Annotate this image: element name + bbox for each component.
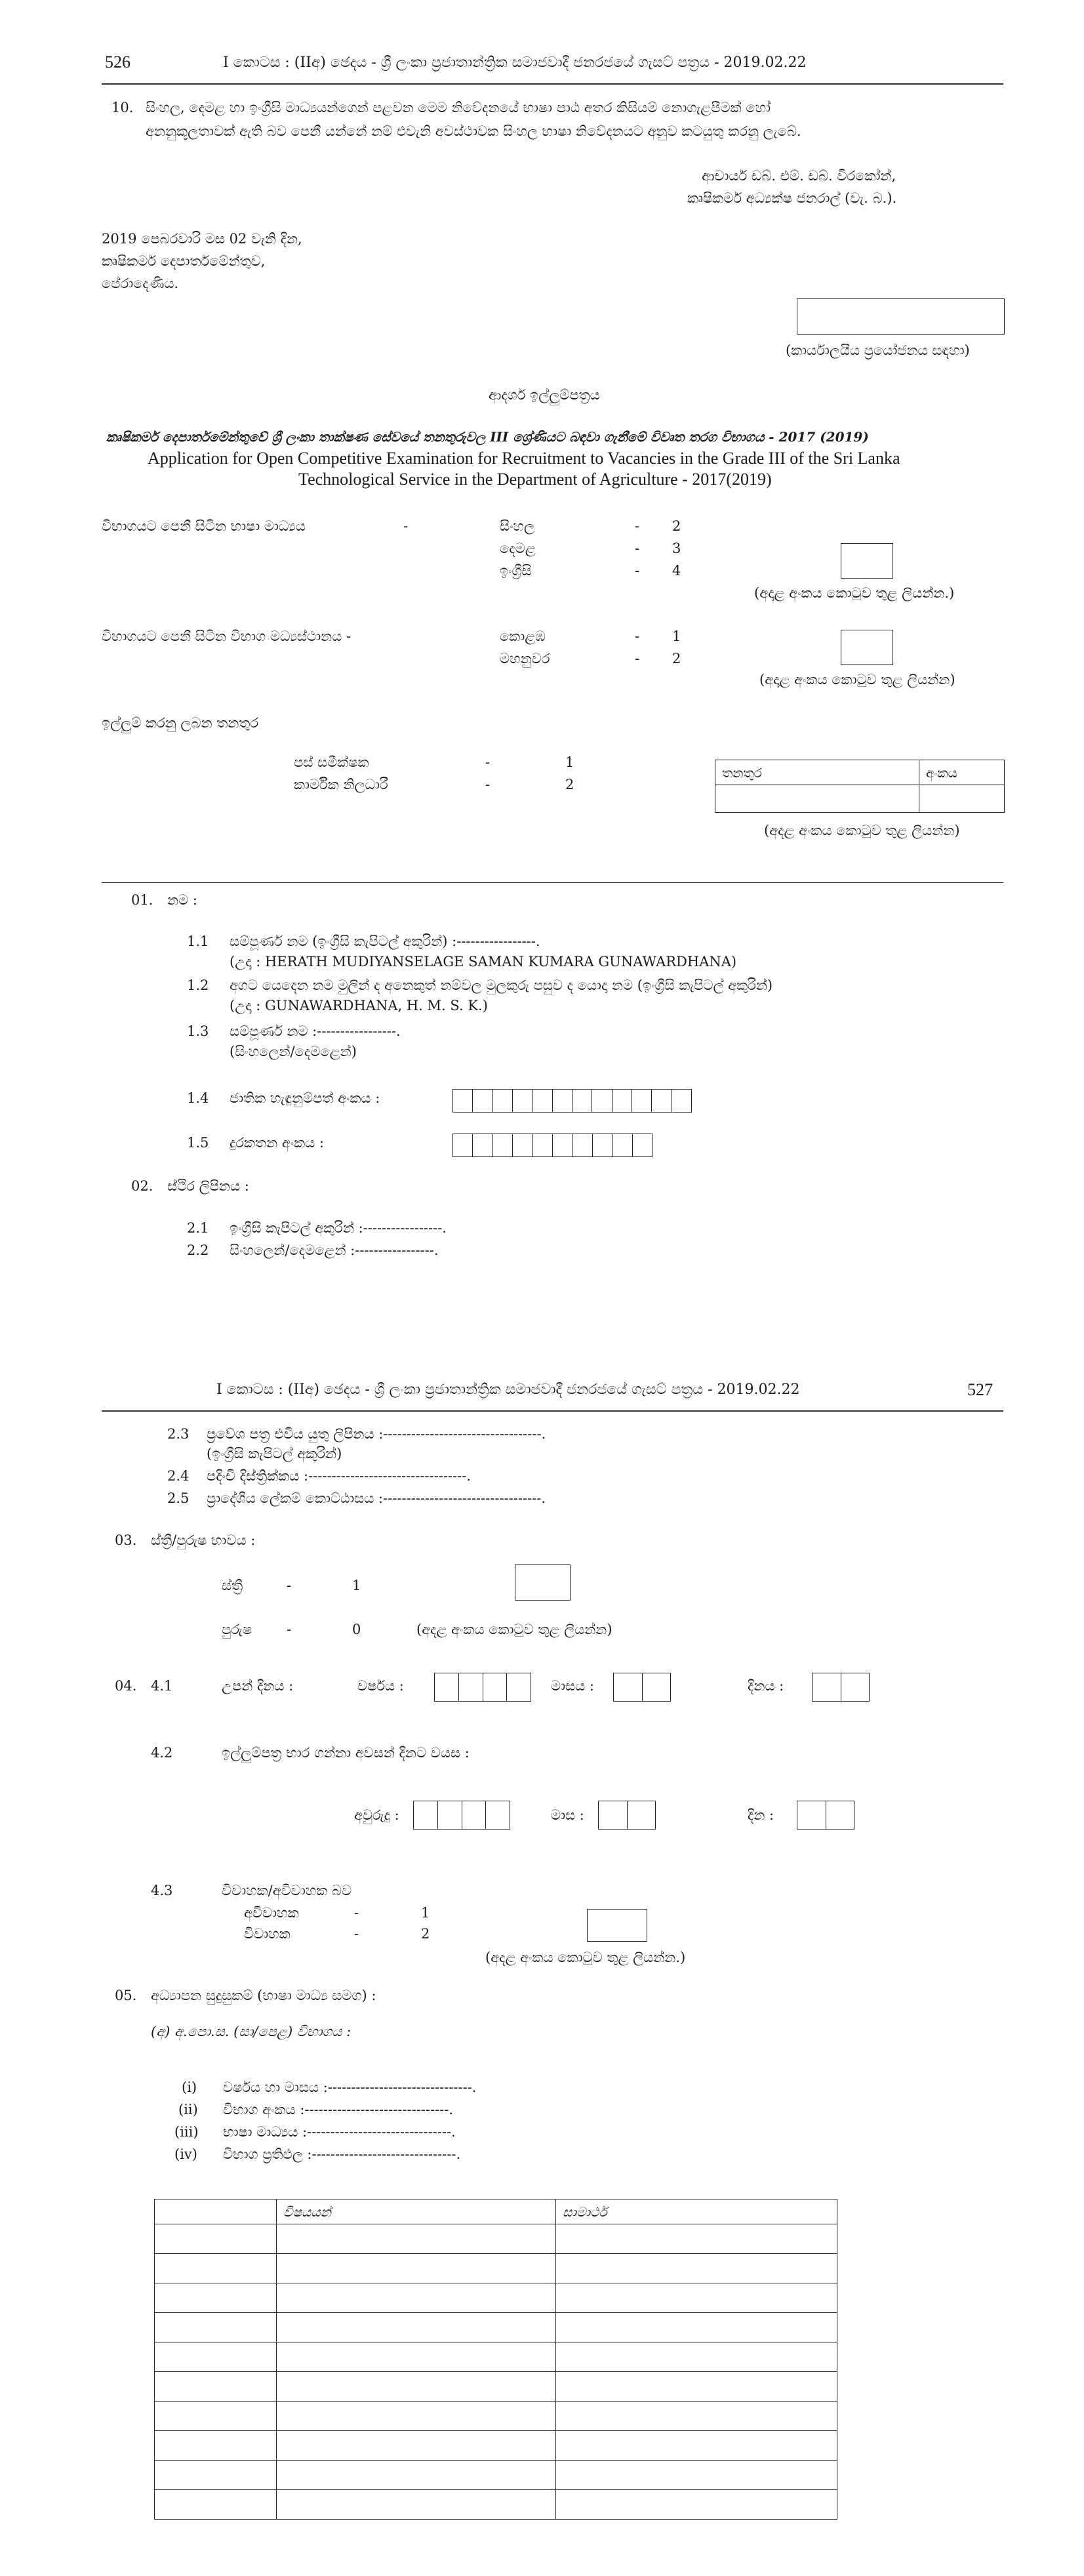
option-name: අවිවාහක: [244, 1905, 299, 1921]
language-code-box[interactable]: [841, 543, 893, 579]
exam-year-month-field[interactable]: වර්ෂය හා මාසය :-------------------------------.: [223, 2079, 477, 2095]
results-entry-cell[interactable]: [155, 2283, 277, 2313]
exam-number-field[interactable]: විභාග අංකය :-------------------------------.: [223, 2102, 454, 2117]
item-number: 1.2: [187, 977, 209, 993]
district-field[interactable]: පදිංචි දිස්ත්‍රික්කය :----------------------------------.: [207, 1468, 472, 1484]
age-years-boxes[interactable]: [413, 1801, 510, 1830]
age-months-boxes[interactable]: [598, 1801, 656, 1830]
results-entry-cell[interactable]: [155, 2254, 277, 2283]
section-number: 04.: [115, 1678, 137, 1694]
dash: -: [635, 541, 640, 556]
option-name: ඉංග්‍රීසි: [500, 563, 532, 579]
correspondence-address-field[interactable]: ප්‍රවේශ පත්‍ර එවිය යුතු ලිපිනය :----------------------------------.: [207, 1426, 546, 1442]
results-entry-cell[interactable]: [277, 2490, 556, 2520]
table-row: [155, 2342, 837, 2372]
dash: -: [635, 651, 640, 666]
item-number: 1.4: [187, 1090, 209, 1106]
option-code: 2: [672, 518, 681, 534]
grades-column-header: සාමාර්ථ: [556, 2199, 837, 2224]
results-entry-cell[interactable]: [277, 2313, 556, 2342]
table-row: [155, 2431, 837, 2461]
option-code: 4: [672, 563, 681, 579]
dash: -: [287, 1578, 292, 1593]
date-line: 2019 පෙබරවාරි මස 02 වැනි දින,: [102, 231, 302, 247]
age-label: ඉල්ලුම්පත්‍ර භාර ගන්නා අවසන් දිනට වයස :: [222, 1745, 470, 1761]
age-days-label: දින :: [748, 1807, 774, 1823]
nic-label: ජාතික හැඳුනුම්පත් අංකය :: [230, 1090, 380, 1106]
department-line: කෘෂිකර්ම දෙපාර්තමේන්තුව,: [102, 253, 266, 269]
results-entry-cell[interactable]: [556, 2283, 837, 2313]
page-number: 526: [105, 52, 130, 72]
table-row: [155, 2372, 837, 2402]
gender-code-box[interactable]: [515, 1564, 571, 1601]
birth-date-label: උපන් දිනය :: [222, 1678, 294, 1694]
item-number: 2.4: [167, 1468, 190, 1484]
clause-number: 10.: [111, 100, 134, 115]
place-line: පේරාදෙණිය.: [102, 276, 179, 291]
section-title: ස්ථිර ලිපිනය :: [167, 1178, 249, 1194]
post-column-header: තනතුර: [715, 760, 919, 785]
dash: -: [403, 518, 409, 534]
option-name: කාර්මික නිලධාරී: [294, 777, 388, 792]
age-years-label: අවුරුදු :: [354, 1807, 399, 1823]
name-with-initials-field[interactable]: අගට යෙදෙන නම මුලින් ද අනෙකුත් නම්වල මුලකුරු පසුව ද යොදා නම (ඉංග්‍රීසි කැපිටල් අකුරින්): [230, 977, 773, 993]
option-name: කොළඹ: [500, 628, 546, 644]
results-entry-cell[interactable]: [277, 2372, 556, 2402]
code-column-header: අංකය: [919, 760, 1005, 785]
results-entry-cell[interactable]: [277, 2254, 556, 2283]
example-text: (උදා : GUNAWARDHANA, H. M. S. K.): [230, 998, 488, 1013]
section-number: 05.: [115, 1988, 137, 2003]
section-divider: [102, 882, 1003, 883]
results-entry-cell[interactable]: [155, 2461, 277, 2490]
dash: -: [287, 1622, 292, 1637]
header-rule: [102, 1410, 1003, 1412]
table-row: [155, 2490, 837, 2520]
option-name: දෙමළ: [500, 541, 536, 556]
address-local-field[interactable]: සිංහලෙන්/දෙමළෙන් :-----------------.: [230, 1242, 439, 1258]
subsection-title: (අ) අ.පො.ස. (සා/පෙළ) විභාගය :: [151, 2024, 351, 2039]
item-number: 4.2: [151, 1745, 173, 1761]
results-entry-cell[interactable]: [556, 2224, 837, 2254]
code-entry-cell[interactable]: [919, 785, 1005, 813]
table-row: [155, 2254, 837, 2283]
item-number: 2.2: [187, 1242, 209, 1258]
results-entry-cell[interactable]: [556, 2431, 837, 2461]
section-title: අධ්‍යාපන සුදුසුකම් (භාෂා මාධ්‍ය සමග) :: [151, 1988, 376, 2003]
dash: -: [635, 518, 640, 534]
option-name: පස් සමීක්ෂක: [294, 754, 369, 770]
subjects-column-header: විෂයයන්: [277, 2199, 556, 2224]
table-row: [155, 2224, 837, 2254]
option-code: 2: [672, 651, 681, 666]
clause-text-line: අනනුකූලතාවක් ඇති බව පෙනී යන්නේ නම් එවැනි අවස්ථාවක සිංහල භාෂා නිවේදනයට අනුව කටයුතු කරනු ලැබේ.: [146, 123, 801, 139]
results-entry-cell[interactable]: [155, 2431, 277, 2461]
office-use-label: (කාර්යාලයීය ප්‍රයෝජනය සඳහා): [786, 342, 970, 358]
instruction-note: (අදාළ අංකය කොටුව තුළ ලියන්න.): [754, 585, 955, 601]
option-name: පුරුෂ: [222, 1622, 252, 1637]
instruction-note: (අදළ අංකය කොටුව තුළ ලියන්න): [416, 1622, 612, 1637]
instruction-note: (අදාළ අංකය කොටුව තුළ ලියන්න): [759, 672, 955, 687]
results-entry-cell[interactable]: [277, 2224, 556, 2254]
results-entry-cell[interactable]: [556, 2372, 837, 2402]
age-days-boxes[interactable]: [797, 1801, 854, 1830]
results-entry-cell[interactable]: [277, 2461, 556, 2490]
results-entry-cell[interactable]: [556, 2461, 837, 2490]
birth-year-boxes[interactable]: [434, 1673, 531, 1702]
gazette-header: I කොටස : (IIඅ) ඡෙදය - ශ්‍රී ලංකා ප්‍රජාතාන්ත්‍රික සමාජවාදී ජනරජයේ ගැසට් පත්‍රය - 2019.02.22: [223, 54, 807, 71]
option-name: විවාහක: [244, 1926, 291, 1942]
exam-medium-field[interactable]: භාෂා මාධ්‍යය :-------------------------------.: [223, 2124, 456, 2140]
option-code: 1: [565, 754, 574, 770]
option-code: 1: [352, 1578, 361, 1593]
page-number: 527: [967, 1380, 993, 1399]
section-number: 01.: [131, 892, 153, 908]
form-title: ආදර්ශ ඉල්ලුම්පත්‍රය: [489, 387, 600, 403]
option-code: 3: [672, 541, 681, 556]
table-row: [155, 2402, 837, 2431]
year-label: වර්ෂය :: [357, 1678, 404, 1694]
divisional-secretariat-field[interactable]: ප්‍රාදේශීය ලේකම් කොට්ඨාසය :----------------------------------.: [207, 1490, 546, 1506]
english-heading: Application for Open Competitive Examination for Recruitment to Vacancies in the Grade III of the Sri Lanka: [148, 449, 900, 468]
item-number: 1.5: [187, 1135, 209, 1151]
item-number: (iii): [174, 2124, 199, 2140]
item-number: 4.1: [151, 1678, 173, 1694]
dash: -: [485, 777, 491, 792]
exam-results-field[interactable]: විභාග ප්‍රතිඵල :-------------------------------.: [223, 2146, 461, 2162]
item-number: 1.3: [187, 1023, 209, 1039]
language-note: (සිංහලෙන්/දෙමළෙන්): [230, 1044, 357, 1059]
item-number: 2.1: [187, 1220, 209, 1236]
full-name-local-field[interactable]: සම්පූර්ණ නම :-----------------.: [230, 1023, 401, 1039]
office-use-box: [797, 298, 1005, 335]
post-entry-cell[interactable]: [715, 785, 919, 813]
option-name: ස්ත්‍රී: [222, 1578, 243, 1593]
option-code: 1: [672, 628, 681, 644]
exam-results-table: [154, 2199, 837, 2520]
dash: -: [354, 1926, 359, 1942]
item-number: 1.1: [187, 933, 209, 949]
option-code: 0: [352, 1622, 361, 1637]
instruction-note: (අදළ අංකය කොටුව තුළ ලියන්න.): [485, 1950, 686, 1965]
item-number: (i): [182, 2079, 197, 2095]
results-entry-cell[interactable]: [277, 2431, 556, 2461]
section-number: 03.: [115, 1532, 137, 1548]
results-entry-cell[interactable]: [155, 2490, 277, 2520]
language-note: (ඉංග්‍රීසි කැපිටල් අකුරින්): [207, 1446, 342, 1462]
results-entry-cell[interactable]: [155, 2313, 277, 2342]
address-english-field[interactable]: ඉංග්‍රීසි කැපිටල් අකුරින් :-----------------.: [230, 1220, 447, 1236]
results-entry-cell[interactable]: [556, 2254, 837, 2283]
results-entry-cell[interactable]: [556, 2402, 837, 2431]
section-number: 02.: [131, 1178, 153, 1194]
results-entry-cell[interactable]: [556, 2490, 837, 2520]
item-number: 2.5: [167, 1490, 190, 1506]
english-heading: Technological Service in the Department of Agriculture - 2017(2019): [298, 470, 772, 489]
table-row: [155, 2283, 837, 2313]
item-number: 4.3: [151, 1883, 173, 1898]
clause-text-line: සිංහල, දෙමළ හා ඉංග්‍රීසි මාධ්‍යයන්ගෙන් පළවන මෙම නිවේදනයේ භාෂා පාඨ අතර කිසියම් නොගැළපීමක් හෝ: [146, 100, 771, 115]
phone-number-boxes[interactable]: [452, 1134, 652, 1157]
signatory-name: ආචාර්ය ඩබ්. එම්. ඩබ්. වීරකෝන්,: [702, 168, 896, 184]
dash: -: [354, 1905, 359, 1921]
birth-month-boxes[interactable]: [613, 1673, 671, 1702]
dash: -: [485, 754, 491, 770]
age-months-label: මාස :: [551, 1807, 584, 1823]
results-entry-cell[interactable]: [556, 2342, 837, 2372]
gazette-header: I කොටස : (IIඅ) ඡෙදය - ශ්‍රී ලංකා ප්‍රජාතාන්ත්‍රික සමාජවාදී ජනරජයේ ගැසට් පත්‍රය - 2019.02.22: [216, 1381, 800, 1398]
nic-number-boxes[interactable]: [452, 1089, 692, 1113]
instruction-note: (අදළ අංකය කොටුව තුළ ලියන්න): [764, 823, 960, 838]
results-entry-cell[interactable]: [277, 2402, 556, 2431]
results-entry-cell[interactable]: [155, 2402, 277, 2431]
header-rule: [102, 83, 1003, 85]
dash: -: [635, 628, 640, 644]
example-text: (උදා : HERATH MUDIYANSELAGE SAMAN KUMARA GUNAWARDHANA): [230, 954, 737, 970]
results-entry-cell[interactable]: [155, 2372, 277, 2402]
birth-day-boxes[interactable]: [812, 1673, 870, 1702]
post-code-table: [715, 760, 1005, 813]
results-entry-cell[interactable]: [277, 2342, 556, 2372]
item-number: (ii): [178, 2102, 198, 2117]
section-title: නම :: [167, 892, 197, 908]
option-code: 2: [421, 1926, 430, 1942]
results-entry-cell[interactable]: [155, 2224, 277, 2254]
month-label: මාසය :: [551, 1678, 594, 1694]
results-entry-cell[interactable]: [556, 2313, 837, 2342]
exam-centre-box[interactable]: [841, 630, 893, 665]
option-code: 2: [565, 777, 574, 792]
day-label: දිනය :: [748, 1678, 784, 1694]
option-name: සිංහල: [500, 518, 534, 534]
post-applied-label: ඉල්ලුම් කරනු ලබන තනතුර: [102, 715, 259, 731]
signatory-title: කෘෂිකර්ම අධ්‍යක්ෂ ජනරාල් (වැ. බ.).: [687, 190, 897, 206]
table-row: [155, 2313, 837, 2342]
table-row: [155, 2461, 837, 2490]
full-name-field[interactable]: සම්පූර්ණ නම (ඉංග්‍රීසි කැපිටල් අකුරින්) :-----------------.: [230, 933, 540, 949]
marital-status-label: විවාහක/අවිවාහක බව: [222, 1883, 352, 1898]
marital-code-box[interactable]: [587, 1909, 647, 1942]
option-name: මහනුවර: [500, 651, 550, 666]
phone-label: දුරකතන අංකය :: [230, 1135, 325, 1151]
option-code: 1: [421, 1905, 430, 1921]
item-number: (iv): [174, 2146, 197, 2162]
section-title: ස්ත්‍රී/පුරුෂ භාවය :: [151, 1532, 256, 1548]
sinhala-heading: කෘෂිකර්ම දෙපාර්තමේන්තුවේ ශ්‍රී ලංකා තාක්ෂණ සේවයේ තනතුරුවල III ශ්‍රේණියට බඳවා ගැනීමේ විවෘත තරග විභාගය - 2017 (2019): [106, 429, 869, 445]
dash: -: [635, 563, 640, 579]
results-column-header: [155, 2199, 277, 2224]
language-medium-label: විභාගයට පෙනී සිටින භාෂා මාධ්‍යය: [102, 518, 306, 534]
results-entry-cell[interactable]: [277, 2283, 556, 2313]
item-number: 2.3: [167, 1426, 190, 1442]
exam-centre-label: විභාගයට පෙනී සිටින විභාග මධ්‍යස්ථානය -: [102, 628, 351, 644]
results-entry-cell[interactable]: [155, 2342, 277, 2372]
